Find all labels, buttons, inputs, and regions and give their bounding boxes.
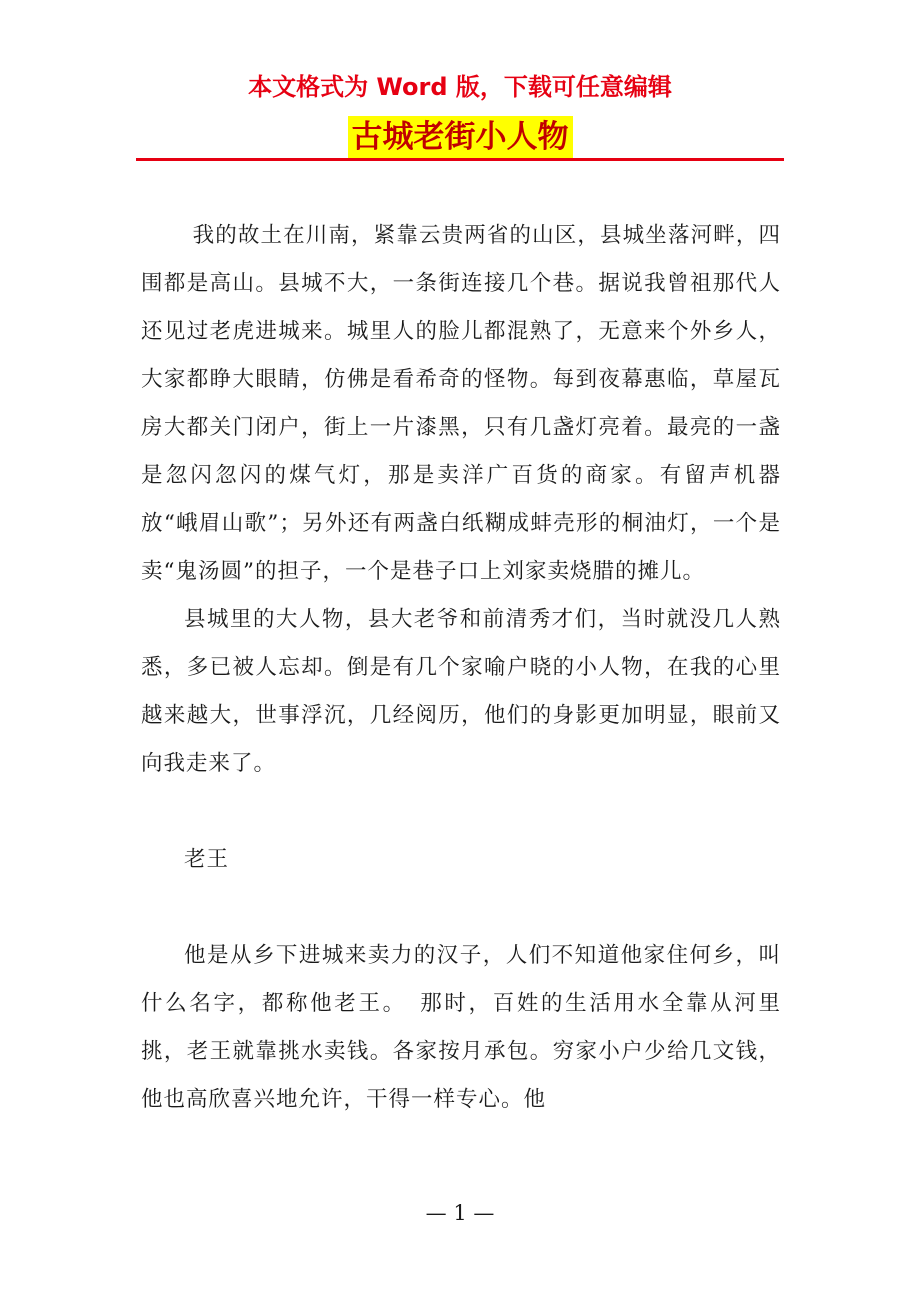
page-number: — 1 — xyxy=(425,1201,495,1225)
section-heading-lao-wang: 老王 xyxy=(184,847,230,872)
title-container xyxy=(0,116,920,158)
document-body xyxy=(141,212,781,1124)
paragraph-lao-wang: 他是从乡下进城来卖力的汉子，人们不知道他家住何乡，叫什么名字，都称他老王。 那时，百姓的生活用水全靠从河里挑，老王就靠挑水卖钱。各家按月承包。穷家小户少给几文钱，他也高欣喜兴地允许，干得一样专心。他 xyxy=(141,943,781,1112)
title-divider xyxy=(136,158,784,161)
paragraph-spacer xyxy=(141,788,781,836)
paragraph-spacer xyxy=(141,884,781,932)
paragraph-intro: 我的故土在川南，紧靠云贵两省的山区，县城坐落河畔，四围都是高山。县城不大，一条街连接几个巷。据说我曾祖那代人还见过老虎进城来。城里人的脸儿都混熟了，无意来个外乡人，大家都睁大眼睛，仿佛是看希奇的怪物。每到夜幕惠临，草屋瓦房大都关门闭户，街上一片漆黑，只有几盏灯亮着。最亮的一盏是忽闪忽闪的煤气灯，那是卖洋广百货的商家。有留声机器放“峨眉山歌”；另外还有两盏白纸糊成蚌壳形的桐油灯，一个是卖“鬼汤圆”的担子，一个是巷子口上刘家卖烧腊的摊儿。 xyxy=(141,223,781,584)
document-title: 古城老街小人物 xyxy=(348,116,573,158)
format-notice-banner: 本文格式为 Word 版，下载可任意编辑 xyxy=(248,73,672,101)
paragraph-big-figures: 县城里的大人物，县大老爷和前清秀才们，当时就没几人熟悉，多已被人忘却。倒是有几个家喻户晓的小人物，在我的心里越来越大，世事浮沉，几经阅历，他们的身影更加明显，眼前又向我走来了。 xyxy=(141,607,781,776)
